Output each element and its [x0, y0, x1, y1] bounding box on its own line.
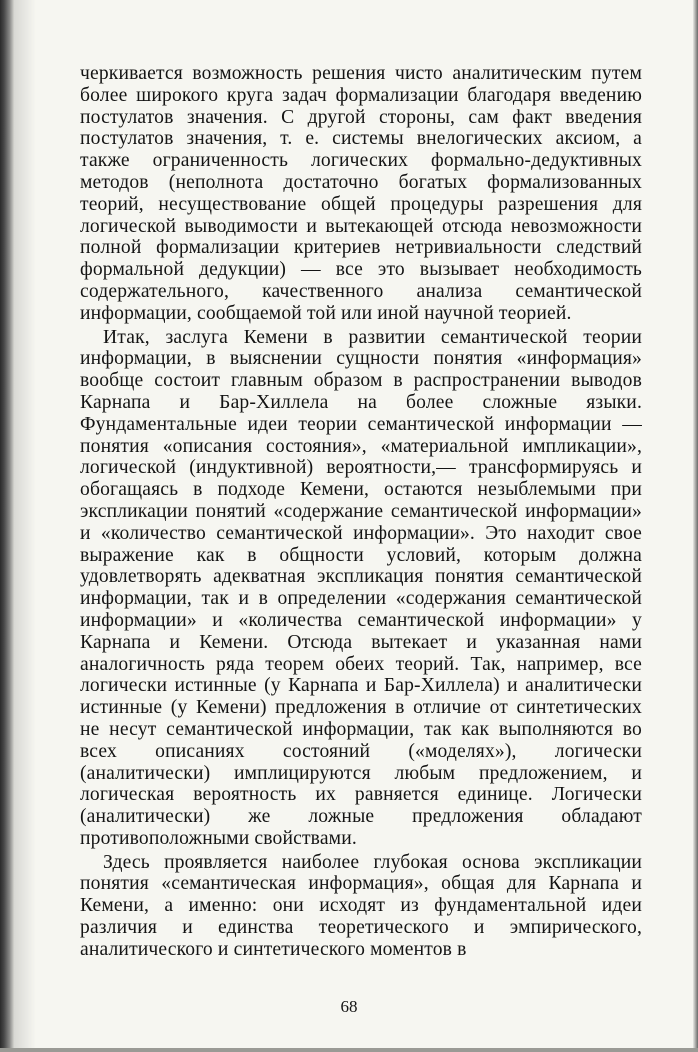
- page-body: [80, 63, 642, 961]
- binding-edge: [0, 0, 14, 1052]
- gutter-shadow: [14, 0, 36, 1052]
- paragraph-2: Итак, заслуга Кемени в развитии семантической теории информации, в выяснении сущности понятия «информация» вообще состоит главным образом в распространении выводов Карнапа и Бар-Хиллела на более сложные языки. Фундаментальные идеи теории семантической информации — понятия «описания состояния», «материальной импликации», логической (индуктивной) вероятности,— трансформируясь и обогащаясь в подходе Кемени, остаются незыблемыми при экспликации понятий «содержание семантической информации» и «количество семантической информации». Это находит свое выражение как в общности условий, которым должна удовлетворять адекватная экспликация понятия семантической информации, так и в определении «содержания семантической информации» и «количества семантической информации» у Карнапа и Кемени. Отсюда вытекает и указанная нами аналогичность ряда теорем обеих теорий. Так, например, все логически истинные (у Карнапа и Бар-Хиллела) и аналитически истинные (у Кемени) предложения в отличие от синтетических не несут семантической информации, так как выполняются во всех описаниях состояний («моделях»), логически (аналитически) имплицируются любым предложением, и логическая вероятность их равняется единице. Логически (аналитически) же ложные предложения обладают противоположными свойствами.: [80, 326, 642, 849]
- paragraph-1: черкивается возможность решения чисто аналитическим путем более широкого круга задач формализации благодаря введению постулатов значения. С другой стороны, сам факт введения постулатов значения, т. е. системы внелогических аксиом, а также ограниченность логических формально-дедуктивных методов (неполнота достаточно богатых формализованных теорий, несуществование общей процедуры разрешения для логической выводимости и вытекающей отсюда невозможности полной формализации критериев нетривиальности следствий формальной дедукции) — все это вызывает необходимость содержательного, качественного анализа семантической информации, сообщаемой той или иной научной теорией.: [80, 63, 642, 324]
- page-right-edge: [693, 0, 698, 1052]
- paragraph-3: Здесь проявляется наиболее глубокая основа экспликации понятия «семантическая информация», общая для Карнапа и Кемени, а именно: они исходят из фундаментальной идеи различия и единства теоретического и эмпирического, аналитического и синтетического моментов в: [80, 851, 642, 960]
- page-bottom-edge: [0, 1048, 698, 1052]
- page-number: 68: [340, 997, 358, 1016]
